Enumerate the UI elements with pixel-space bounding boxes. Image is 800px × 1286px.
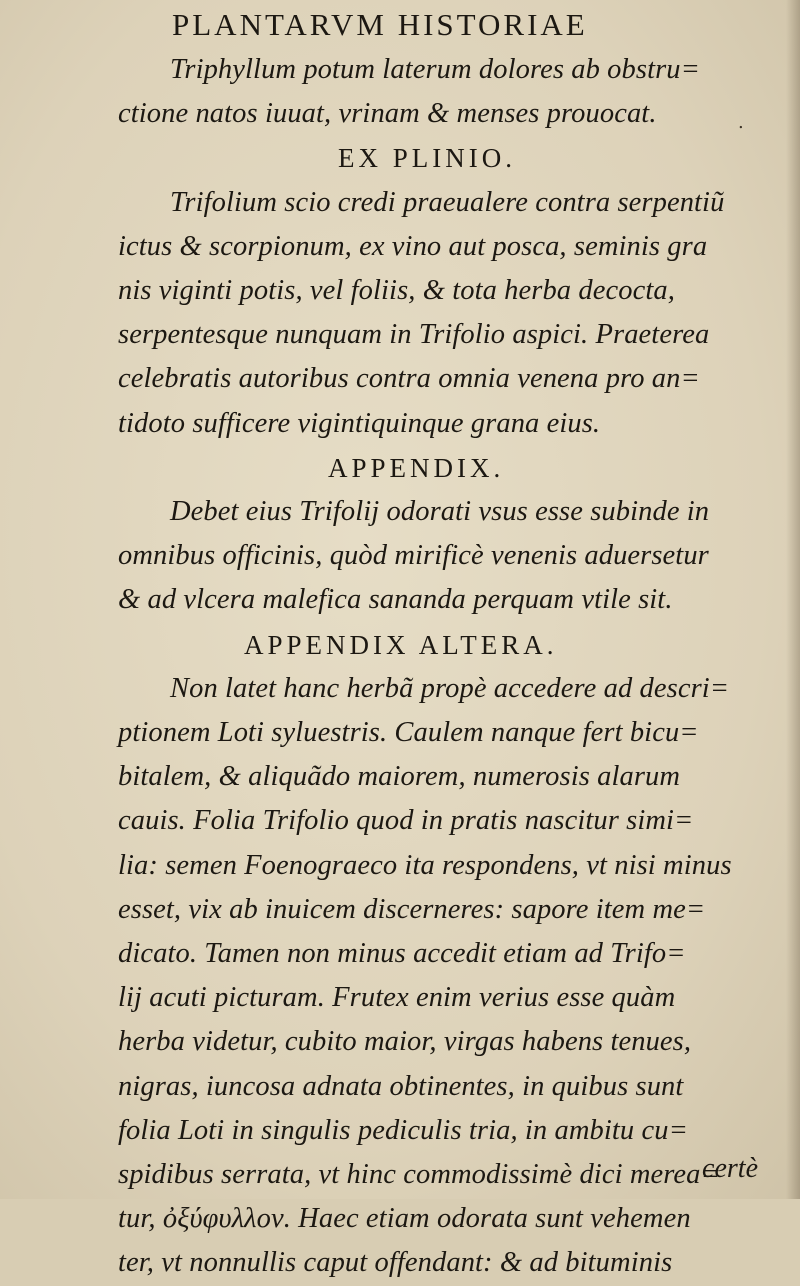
ink-speck: . (738, 112, 744, 133)
text-line: celebratis autoribus contra omnia venena pro an= (118, 363, 700, 395)
text-line: tidoto sufficere vigintiquinque grana eius. (118, 407, 601, 439)
text-line: ctione natos iuuat, vrinam & menses prouocat. (118, 98, 657, 130)
text-line: folia Loti in singulis pediculis tria, in ambitu cu= (118, 1114, 688, 1146)
text-line: lij acuti picturam. Frutex enim verius esse quàm (118, 982, 676, 1014)
text-line: omnibus officinis, quòd mirificè venenis aduersetur (118, 540, 709, 572)
text-line: nis viginti potis, vel foliis, & tota herba decocta, (118, 275, 675, 307)
text-line: esset, vix ab inuicem discerneres: sapore item me= (118, 893, 706, 925)
text-line: & ad vlcera malefica sananda perquam vtile sit. (118, 584, 673, 616)
text-line: nigras, iuncosa adnata obtinentes, in quibus sunt (118, 1070, 684, 1102)
text-line: ptionem Loti syluestris. Caulem nanque fert bicu= (118, 717, 699, 749)
section-heading: APPENDIX ALTERA. (244, 629, 558, 660)
text-line: lia: semen Foenograeco ita respondens, vt nisi minus (118, 849, 732, 881)
text-line: Non latet hanc herbã propè accedere ad descri= (170, 672, 730, 704)
text-line: Trifolium scio credi praeualere contra serpentiũ (170, 186, 725, 218)
text-line: ter, vt nonnullis caput offendant: & ad bituminis (118, 1247, 673, 1279)
text-line: Triphyllum potum laterum dolores ab obstru= (170, 54, 700, 85)
text-line: spidibus serrata, vt hinc commodissimè dici merea= (118, 1159, 720, 1191)
text-line: dicato. Tamen non minus accedit etiam ad Trifo= (118, 938, 686, 970)
text-line: herba videtur, cubito maior, virgas habens tenues, (118, 1026, 692, 1058)
text-line: cauis. Folia Trifolio quod in pratis nascitur simi= (118, 805, 694, 837)
text-line: Debet eius Trifolij odorati vsus esse subinde in (170, 496, 710, 528)
section-heading: APPENDIX. (328, 452, 505, 483)
text-line: tur, ὀξύφυλλον. Haec etiam odorata sunt vehemen (118, 1203, 691, 1235)
text-line: serpentesque nunquam in Trifolio aspici. Praeterea (118, 319, 710, 351)
text-body (118, 48, 770, 1286)
catchword: certè (702, 1153, 758, 1184)
text-line: bitalem, & aliquãdo maiorem, numerosis alarum (118, 761, 681, 793)
running-head: PLANTARVM HISTORIAE (172, 7, 588, 42)
text-line: ictus & scorpionum, ex vino aut posca, seminis gra (118, 230, 708, 262)
section-heading: EX PLINIO. (338, 143, 516, 174)
